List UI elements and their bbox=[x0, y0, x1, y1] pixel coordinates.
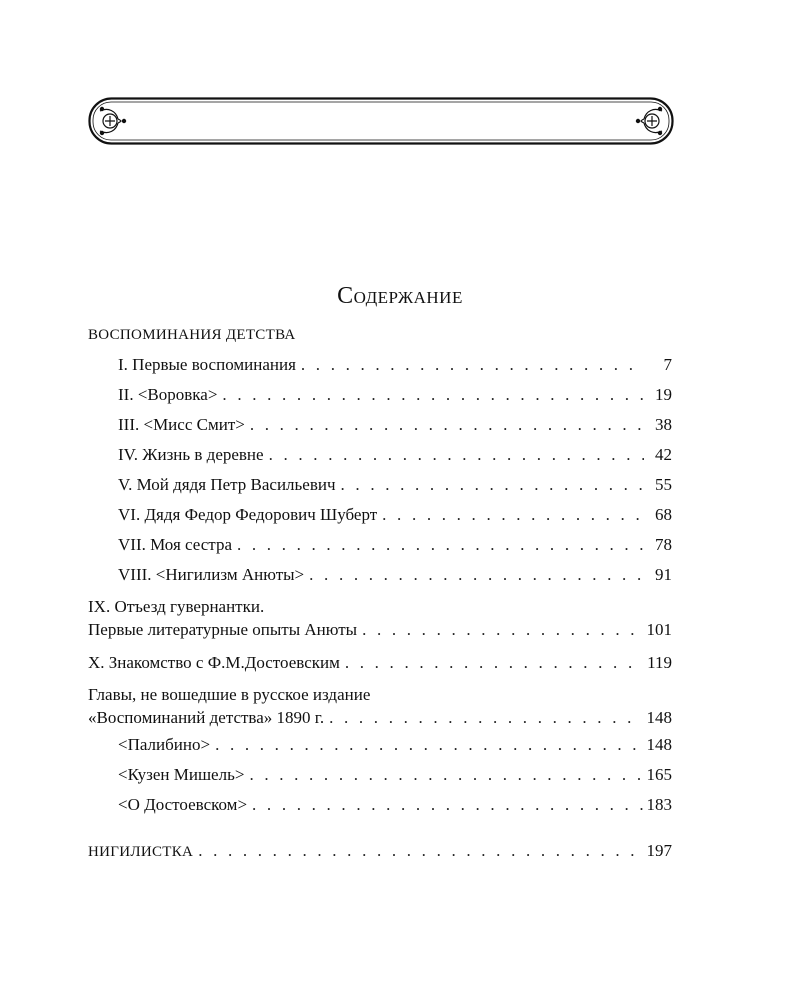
toc-entry-title: VI. Дядя Федор Федорович Шуберт bbox=[118, 505, 378, 524]
dot-leader bbox=[382, 500, 644, 530]
dot-leader bbox=[345, 648, 643, 678]
toc-entry-title: X. Знакомство с Ф.М.Достоевским bbox=[88, 653, 340, 672]
dot-leader bbox=[252, 790, 642, 820]
toc-entry bbox=[88, 440, 672, 470]
toc-entry-extra bbox=[88, 684, 672, 730]
toc-entry-page: 55 bbox=[655, 475, 672, 494]
toc-entry-title: III. <Мисс Смит> bbox=[118, 415, 245, 434]
toc-entry-page: 165 bbox=[646, 765, 672, 784]
toc-entry-page: 119 bbox=[647, 653, 672, 672]
toc-entry-page: 19 bbox=[655, 385, 672, 404]
toc-entry-extra-line1: Главы, не вошедшие в русское издание bbox=[88, 685, 371, 704]
toc-entry bbox=[88, 350, 672, 380]
left-flourish-icon bbox=[100, 107, 126, 134]
banner-frame bbox=[88, 97, 674, 145]
toc-entry bbox=[88, 706, 672, 730]
toc-entry-title: VII. Моя сестра bbox=[118, 535, 232, 554]
toc-entry bbox=[88, 410, 672, 440]
toc-entry-page: 183 bbox=[646, 795, 672, 814]
dot-leader bbox=[269, 440, 644, 470]
toc-entry-page: 7 bbox=[663, 355, 672, 374]
toc-entry-ix-line1: IX. Отъезд гувернантки. bbox=[88, 597, 265, 616]
dot-leader bbox=[237, 530, 644, 560]
toc-entry-title: НИГИЛИСТКА bbox=[88, 844, 194, 860]
toc-entry-title: <О Достоевском> bbox=[118, 795, 248, 814]
toc-entry-page: 197 bbox=[646, 841, 672, 860]
dot-leader bbox=[301, 350, 644, 380]
dot-leader bbox=[249, 760, 642, 790]
toc-entry-title: <Кузен Мишель> bbox=[118, 765, 245, 784]
toc-entry-nihilist bbox=[88, 836, 672, 866]
dot-leader bbox=[309, 560, 644, 590]
toc-entry bbox=[88, 618, 672, 642]
toc-entry-title: V. Мой дядя Петр Васильевич bbox=[118, 475, 336, 494]
toc-entry bbox=[88, 760, 672, 790]
toc-entry-x bbox=[88, 648, 672, 678]
toc-entry-title: «Воспоминаний детства» 1890 г. bbox=[88, 708, 325, 727]
toc-entry-title: I. Первые воспоминания bbox=[118, 355, 296, 374]
ornamental-banner bbox=[88, 97, 674, 145]
section-title-childhood: ВОСПОМИНАНИЯ ДЕТСТВА bbox=[88, 327, 296, 343]
toc-entry-title: IV. Жизнь в деревне bbox=[118, 445, 264, 464]
toc-entry-page: 101 bbox=[646, 620, 672, 639]
toc-entry-page: 91 bbox=[655, 565, 672, 584]
toc-entry bbox=[88, 530, 672, 560]
table-of-contents bbox=[88, 320, 672, 866]
toc-entry-page: 42 bbox=[655, 445, 672, 464]
toc-entry bbox=[88, 560, 672, 590]
dot-leader bbox=[215, 730, 642, 760]
toc-entry-title: II. <Воровка> bbox=[118, 385, 218, 404]
right-flourish-icon bbox=[636, 107, 662, 134]
toc-entry bbox=[88, 380, 672, 410]
dot-leader bbox=[362, 618, 642, 642]
toc-entry-page: 148 bbox=[646, 735, 672, 754]
toc-entry-ix bbox=[88, 596, 672, 642]
dot-leader bbox=[341, 470, 644, 500]
page-title: Содержание bbox=[337, 283, 463, 309]
toc-entry-page: 38 bbox=[655, 415, 672, 434]
dot-leader bbox=[198, 836, 642, 866]
toc-entry-page: 148 bbox=[646, 708, 672, 727]
toc-entry-title: Первые литературные опыты Анюты bbox=[88, 620, 358, 639]
toc-entry bbox=[88, 790, 672, 820]
toc-entry-title: VIII. <Нигилизм Анюты> bbox=[118, 565, 305, 584]
dot-leader bbox=[222, 380, 644, 410]
dot-leader bbox=[250, 410, 644, 440]
dot-leader bbox=[329, 706, 642, 730]
toc-entry-page: 68 bbox=[655, 505, 672, 524]
toc-entry bbox=[88, 730, 672, 760]
toc-entry bbox=[88, 470, 672, 500]
toc-entry bbox=[88, 500, 672, 530]
toc-entry-page: 78 bbox=[655, 535, 672, 554]
toc-entry-title: <Палибино> bbox=[118, 735, 211, 754]
